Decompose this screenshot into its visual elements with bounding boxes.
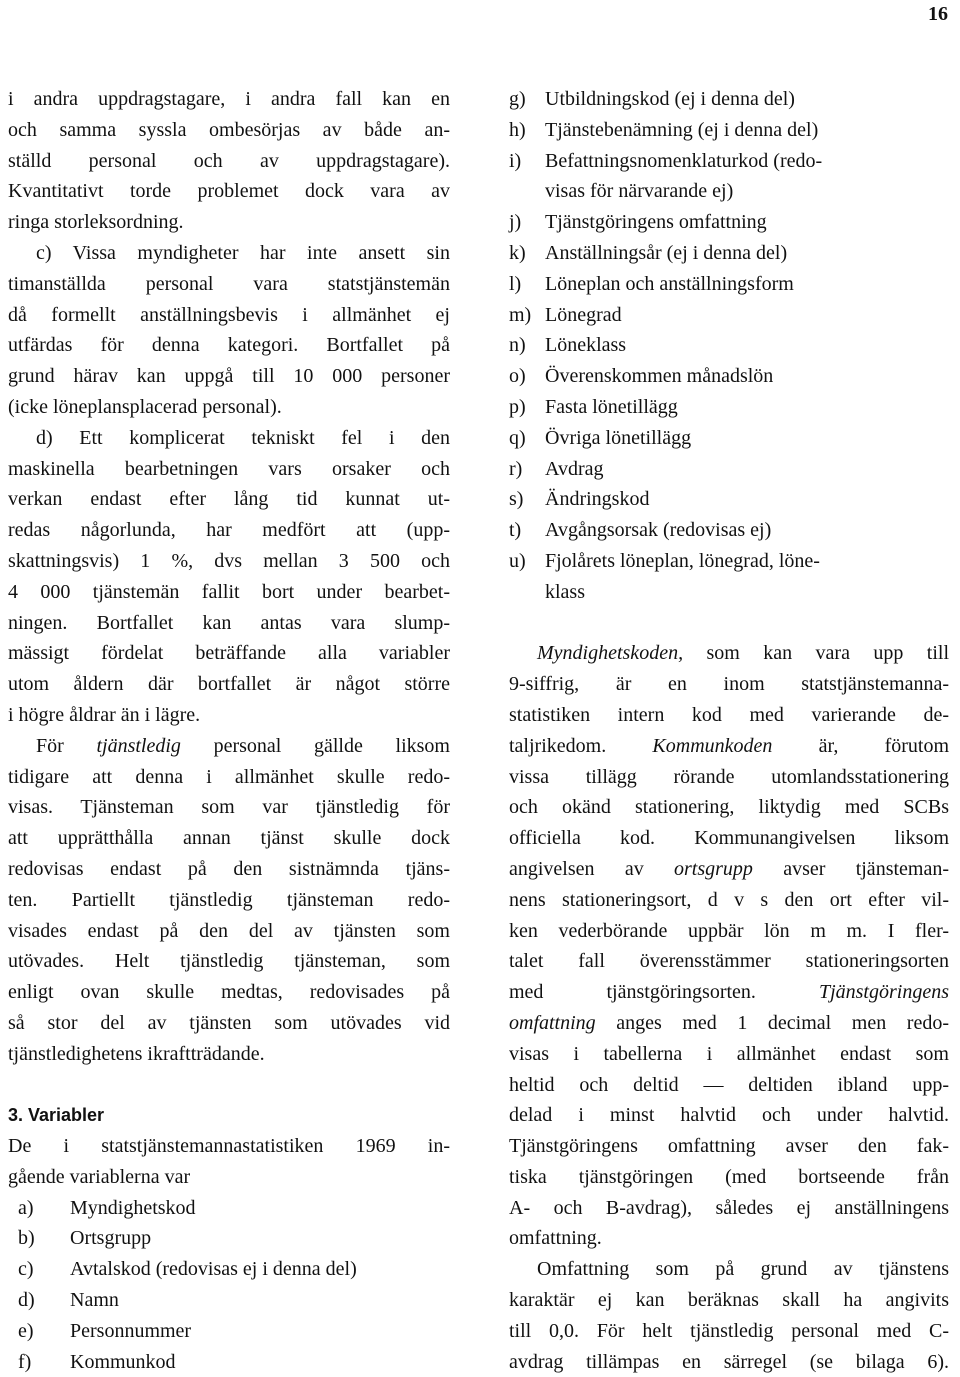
emphasis-term: omfattning [509, 1011, 596, 1034]
list-item [509, 577, 949, 608]
text-span: personal gällde liksom [180, 734, 450, 757]
list-marker: c) [18, 1258, 34, 1281]
list-item [509, 269, 949, 300]
text-line: nens stationeringsort, d v s den ort efter vil- [509, 888, 949, 911]
list-item [509, 300, 949, 331]
paragraph-c [8, 238, 450, 423]
text-line [509, 638, 949, 669]
text-line: 9-siffrig, är en inom statstjänstemanna- [509, 673, 949, 696]
text-span: taljrikedom. [509, 734, 653, 757]
text-line: tidigare att denna i allmänhet skulle redo- [8, 765, 450, 788]
text-line: Kvantitativt torde problemet dock vara av [8, 180, 450, 203]
text-line: avdrag tillämpas en särregel (se bilaga 6). [509, 1350, 949, 1373]
page-number: 16 [928, 3, 948, 25]
list-marker: g) [509, 88, 526, 110]
text-span: angivelsen av [509, 857, 674, 880]
list-marker: p) [509, 395, 526, 418]
list-label: Befattningsnomenklaturkod (redo- [545, 149, 823, 172]
text-line [8, 731, 450, 762]
list-label: klass [545, 580, 585, 603]
text-line: utfärdas för denna kategori. Bortfallet på [8, 334, 450, 357]
list-item [509, 484, 949, 515]
text-line: visades endast på den del av tjänsten som [8, 919, 450, 942]
list-label: Utbildningskod (ej i denna del) [545, 88, 795, 110]
text-line: ken vederbörande uppbär lön m m. I fler- [509, 919, 949, 942]
paragraph-omfattning [509, 1254, 949, 1377]
list-item [509, 361, 949, 392]
text-line: maskinella bearbetningen vars orsaker och [8, 457, 450, 480]
paragraph-continuation [8, 84, 450, 238]
text-line: c) Vissa myndigheter har inte ansett sin [36, 241, 450, 264]
text-span: anges med 1 decimal men redo- [595, 1011, 949, 1034]
text-line: utom åldern där bortfallet är något större [8, 673, 450, 696]
text-line: och samma syssla ombesörjas av både an- [8, 118, 450, 141]
list-label: Fasta lönetillägg [545, 395, 678, 418]
list-item [8, 1285, 450, 1316]
list-item [8, 1223, 450, 1254]
text-line: heltid och deltid — deltiden ibland upp- [509, 1073, 949, 1096]
text-line: i andra uppdragstagare, i andra fall kan en [8, 88, 450, 110]
list-item [509, 392, 949, 423]
list-label: Tjänstgöringens omfattning [545, 211, 767, 234]
list-marker: d) [18, 1289, 35, 1312]
list-marker: s) [509, 488, 524, 511]
list-marker: i) [509, 149, 522, 172]
text-line: då formellt anställningsbevis i allmänhet ej [8, 303, 450, 326]
list-label: Ändringskod [545, 488, 650, 511]
text-line: tjänstledighetens ikraftträdande. [8, 1042, 265, 1065]
text-line: till 0,0. För helt tjänstledig personal med C- [509, 1319, 949, 1342]
text-line: så stor del av tjänsten som utövades vid [8, 1011, 450, 1034]
text-line: officiella kod. Kommunangivelsen liksom [509, 827, 949, 850]
text-line: skattningsvis) 1 %, dvs mellan 3 500 och [8, 549, 450, 572]
list-label: Myndighetskod [70, 1196, 196, 1219]
list-item [509, 84, 949, 115]
list-label: Avgångsorsak (redovisas ej) [545, 519, 772, 542]
text-line: ningen. Bortfallet kan antas vara slump- [8, 611, 450, 634]
list-label: Anställningsår (ej i denna del) [545, 241, 788, 264]
list-marker: o) [509, 365, 526, 388]
list-item [509, 330, 949, 361]
variables-list-continued [509, 84, 949, 608]
list-item [509, 115, 949, 146]
text-line: verkan endast efter lång tid kunnat ut- [8, 488, 450, 511]
list-marker: a) [18, 1196, 34, 1219]
list-label: Övriga lönetillägg [545, 426, 692, 449]
text-line: delad i minst halvtid och under halvtid. [509, 1104, 949, 1127]
text-line [509, 731, 949, 762]
list-marker: b) [18, 1227, 35, 1250]
text-line: ten. Partiellt tjänstledig tjänsteman redo- [8, 888, 450, 911]
emphasis-term: Kommunkoden [652, 734, 773, 757]
text-line: Omfattning som på grund av tjänstens [537, 1258, 949, 1281]
left-column [8, 84, 450, 1377]
list-marker: l) [509, 272, 522, 295]
text-line: i högre åldrar än i lägre. [8, 703, 201, 726]
text-span: För [36, 734, 97, 757]
section-intro [8, 1131, 450, 1193]
text-line: redas någorlunda, har medfört att (upp- [8, 519, 450, 542]
text-line: och okänd stationering, liktydig med SCBs [509, 796, 949, 819]
spacer [8, 1070, 450, 1101]
section-heading: 3. Variabler [8, 1105, 105, 1126]
text-line: vissa tillägg rörande utomlandsstationering [509, 765, 949, 788]
list-marker: h) [509, 118, 526, 141]
text-line: mässigt fördelat beträffande alla variabler [8, 642, 450, 665]
variables-list [8, 1193, 450, 1377]
list-marker [509, 176, 545, 207]
list-marker: m) [509, 303, 532, 326]
list-item [8, 1254, 450, 1285]
text-line: redovisas endast på den sistnämnda tjäns- [8, 857, 450, 880]
text-line: gående variablerna var [8, 1165, 191, 1188]
text-span: avser tjänsteman- [752, 857, 949, 880]
list-marker: r) [509, 457, 523, 480]
emphasis-term: tjänstledig [96, 734, 181, 757]
paragraph-tjanstledig [8, 731, 450, 1070]
list-item [509, 176, 949, 207]
list-item [509, 546, 949, 577]
list-marker [509, 577, 545, 608]
list-item [509, 454, 949, 485]
text-line: att upprätthålla annan tjänst skulle dock [8, 827, 450, 850]
text-line: Tjänstgöringens omfattning avser den fak- [509, 1135, 949, 1158]
list-label: Löneplan och anställningsform [545, 272, 794, 295]
text-line: visas. Tjänsteman som var tjänstledig för [8, 796, 450, 819]
text-line: De i statstjänstemannastatistiken 1969 in- [8, 1135, 450, 1158]
text-line [509, 854, 949, 885]
text-line: 4 000 tjänstemän fallit bort under bearbet- [8, 580, 450, 603]
paragraph-myndighetskoden [509, 638, 949, 1254]
list-item [8, 1193, 450, 1224]
list-item [509, 146, 949, 177]
list-item [8, 1316, 450, 1347]
list-marker: q) [509, 426, 526, 449]
text-line: grund härav kan uppgå till 10 000 personer [8, 365, 450, 388]
text-line: tiska tjänstgöringen (med bortseende från [509, 1165, 949, 1188]
text-line: timanställda personal vara statstjänstemän [8, 272, 450, 295]
list-item [509, 515, 949, 546]
list-marker: t) [509, 519, 522, 542]
list-marker: j) [509, 211, 522, 234]
list-marker: u) [509, 549, 526, 572]
text-line: ringa storleksordning. [8, 211, 184, 234]
text-line [509, 1008, 949, 1039]
list-label: Löneklass [545, 334, 627, 357]
list-marker: e) [18, 1319, 34, 1342]
text-line: omfattning. [509, 1227, 602, 1250]
list-label: Lönegrad [545, 303, 622, 326]
spacer [509, 608, 949, 639]
list-label: Avdrag [545, 457, 604, 480]
list-marker: f) [18, 1350, 32, 1373]
text-line [509, 977, 949, 1008]
list-label: Överenskommen månadslön [545, 365, 774, 388]
right-column [509, 84, 949, 1377]
list-label: Ortsgrupp [70, 1227, 152, 1250]
list-label: visas för närvarande ej) [545, 180, 734, 203]
emphasis-term: Myndighetskoden, [537, 642, 684, 665]
list-marker: n) [509, 334, 526, 357]
text-span: är, förutom [772, 734, 949, 757]
text-line: A- och B-avdrag), således ej anställningens [509, 1196, 949, 1219]
list-label: Kommunkod [70, 1350, 176, 1373]
list-label: Tjänstebenämning (ej i denna del) [545, 118, 819, 141]
text-line: (icke löneplansplacerad personal). [8, 395, 282, 418]
text-line: d) Ett komplicerat tekniskt fel i den [36, 426, 450, 449]
list-item [8, 1347, 450, 1377]
list-item [509, 423, 949, 454]
text-line: enligt ovan skulle medtas, redovisades på [8, 981, 450, 1004]
list-item [509, 238, 949, 269]
list-item [509, 207, 949, 238]
list-label: Fjolårets löneplan, lönegrad, löne- [545, 549, 820, 572]
text-line: statistiken intern kod med varierande de- [509, 703, 949, 726]
text-line: talet fall överensstämmer stationeringsorten [509, 950, 949, 973]
paragraph-d [8, 423, 450, 731]
text-span: som kan vara upp till [683, 642, 949, 665]
text-line: visas i tabellerna i allmänhet endast som [509, 1042, 949, 1065]
list-label: Personnummer [70, 1319, 192, 1342]
emphasis-term: ortsgrupp [674, 857, 753, 880]
text-line: ställd personal och av uppdragstagare). [8, 149, 450, 172]
text-span: med tjänstgöringsorten. [509, 981, 819, 1004]
text-line: karaktär ej kan beräknas skall ha angivits [509, 1289, 949, 1312]
text-line: utövades. Helt tjänstledig tjänsteman, som [8, 950, 450, 973]
list-marker: k) [509, 241, 526, 264]
emphasis-term: Tjänstgöringens [818, 981, 949, 1004]
list-label: Namn [70, 1289, 119, 1312]
list-label: Avtalskod (redovisas ej i denna del) [70, 1258, 357, 1281]
